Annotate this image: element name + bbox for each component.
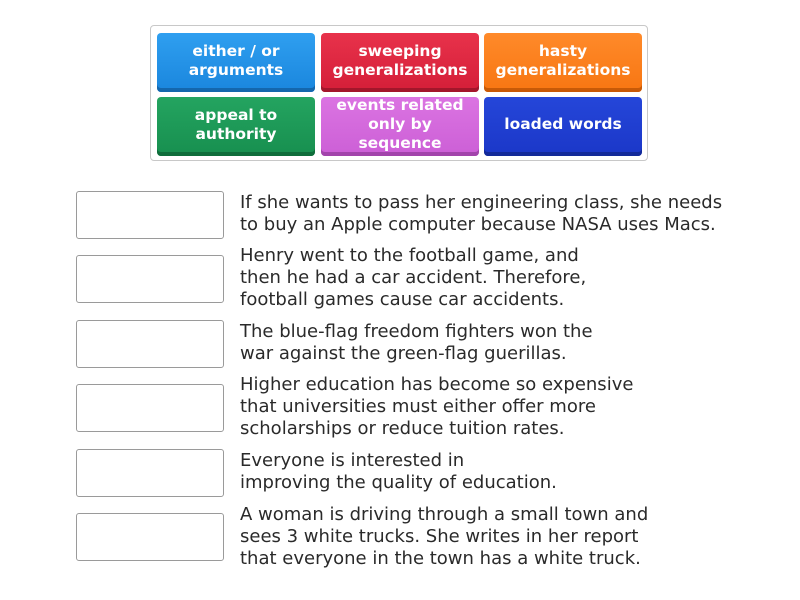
tile-sweeping-generalizations[interactable]: sweeping generalizations <box>321 33 479 92</box>
tile-hasty-generalizations[interactable]: hasty generalizations <box>484 33 642 92</box>
drop-zone-6[interactable] <box>76 513 224 561</box>
drop-zone-4[interactable] <box>76 384 224 432</box>
tile-either-or-arguments[interactable]: either / or arguments <box>157 33 315 92</box>
drop-zone-5[interactable] <box>76 449 224 497</box>
drop-zone-2[interactable] <box>76 255 224 303</box>
statement-1: If she wants to pass her engineering class, she needs to buy an Apple computer because NASA uses Macs. <box>240 192 723 235</box>
drop-zone-3[interactable] <box>76 320 224 368</box>
tile-events-related-by-sequence[interactable]: events related only by sequence <box>321 97 479 156</box>
statement-5: Everyone is interested in improving the quality of education. <box>240 450 557 493</box>
tile-appeal-to-authority[interactable]: appeal to authority <box>157 97 315 156</box>
statement-2: Henry went to the football game, and then he had a car accident. Therefore, football games cause car accidents. <box>240 245 587 310</box>
drop-zone-1[interactable] <box>76 191 224 239</box>
statement-3: The blue-flag freedom fighters won the war against the green-flag guerillas. <box>240 321 593 364</box>
answer-bank <box>150 25 648 161</box>
statement-4: Higher education has become so expensive that universities must either offer more scholarships or reduce tuition rates. <box>240 374 634 439</box>
tile-loaded-words[interactable]: loaded words <box>484 97 642 156</box>
statement-6: A woman is driving through a small town and sees 3 white trucks. She writes in her report that everyone in the town has a white truck. <box>240 504 649 569</box>
